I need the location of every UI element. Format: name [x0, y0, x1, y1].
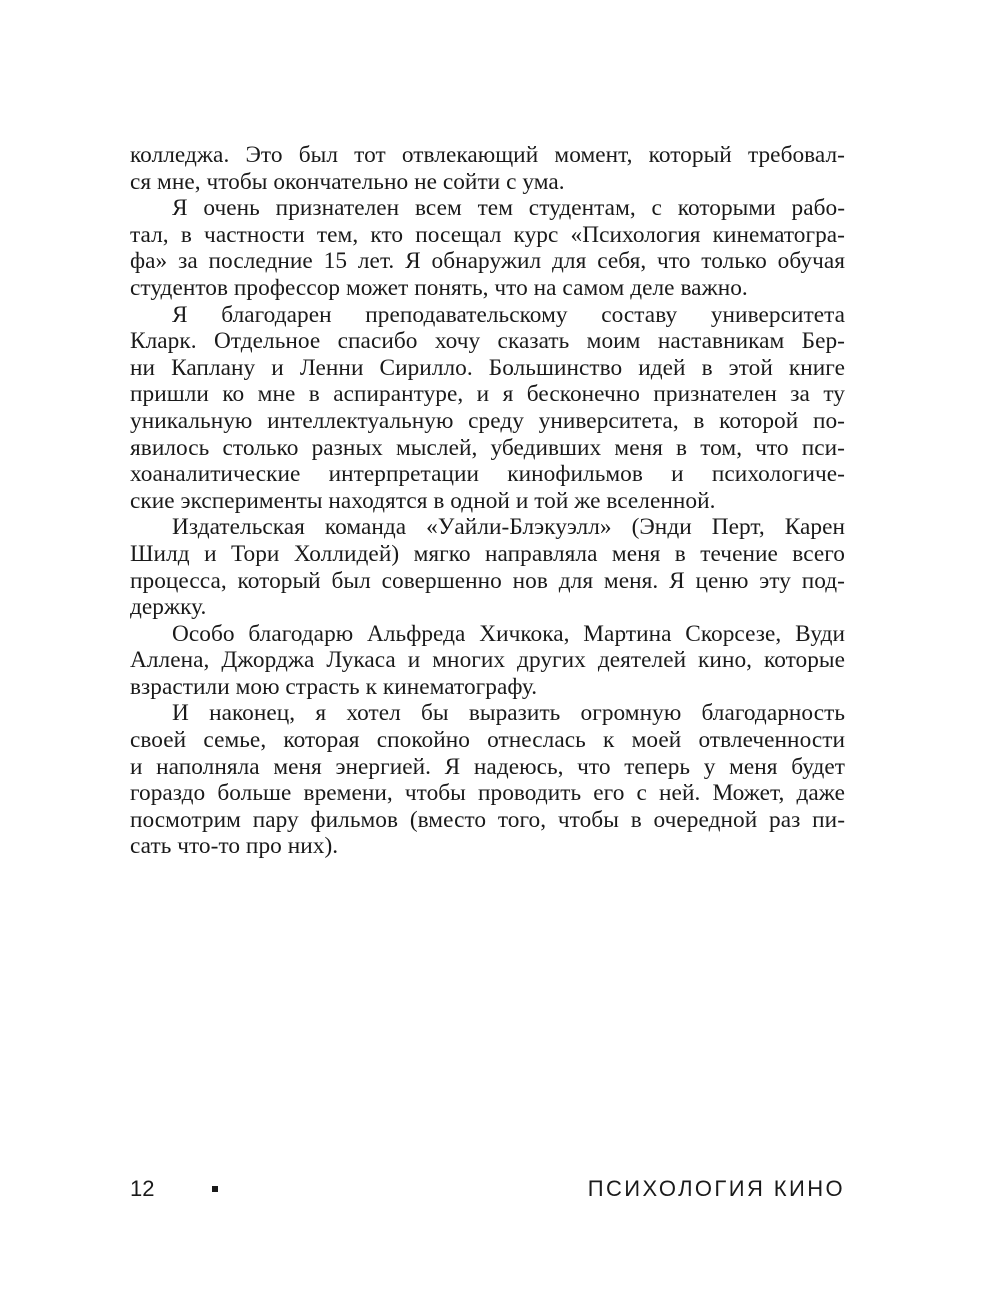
paragraph	[130, 142, 845, 195]
text-line: тал, в частности тем, кто посещал курс «Психология кинематогра-	[130, 221, 845, 248]
paragraph	[130, 700, 845, 860]
text-line: уникальную интеллектуальную среду университета, в которой по-	[130, 407, 845, 434]
text-line: своей семье, которая спокойно отнеслась к моей отвлеченности	[130, 727, 845, 754]
text-line: ся мне, чтобы окончательно не сойти с ума.	[130, 168, 565, 195]
running-head-title: ПСИХОЛОГИЯ КИНО	[587, 1176, 845, 1201]
text-line: колледжа. Это был тот отвлекающий момент, который требовал-	[130, 142, 845, 168]
text-line: хоаналитические интерпретации кинофильмов и психологиче-	[130, 461, 845, 488]
text-line: держку.	[130, 594, 207, 621]
text-line: Издательская команда «Уайли-Блэкуэлл» (Энди Перт, Карен	[172, 514, 845, 541]
text-line: студентов профессор может понять, что на самом деле важно.	[130, 274, 748, 301]
text-line: Я очень признателен всем тем студентам, с которыми рабо-	[172, 195, 845, 222]
text-line: фа» за последние 15 лет. Я обнаружил для себя, что только обучая	[130, 248, 845, 275]
text-line: Особо благодарю Альфреда Хичкока, Мартина Скорсезе, Вуди	[172, 620, 845, 647]
text-line: сать что-то про них).	[130, 833, 339, 860]
paragraph	[130, 514, 845, 620]
square-bullet-icon	[212, 1186, 218, 1192]
text-line: Кларк. Отдельное спасибо хочу сказать моим наставникам Бер-	[130, 328, 845, 355]
page-number: 12	[130, 1176, 155, 1201]
text-line: и наполняла меня энергией. Я надеюсь, что теперь у меня будет	[130, 753, 845, 780]
text-line: ские эксперименты находятся в одной и той же вселенной.	[130, 487, 716, 514]
text-line: процесса, который был совершенно нов для меня. Я ценю эту под-	[130, 567, 845, 594]
text-line: ни Каплану и Ленни Сирилло. Большинство идей в этой книге	[130, 354, 845, 381]
paragraph	[130, 621, 845, 701]
text-line: посмотрим пару фильмов (вместо того, чтобы в очередной раз пи-	[130, 806, 845, 833]
paragraph	[130, 195, 845, 301]
text-line: И наконец, я хотел бы выразить огромную благодарность	[172, 700, 845, 727]
text-line: гораздо больше времени, чтобы проводить его с ней. Может, даже	[130, 780, 845, 807]
text-line: пришли ко мне в аспирантуре, и я бесконечно признателен за ту	[130, 381, 845, 408]
body-text	[130, 142, 845, 860]
text-line: Аллена, Джорджа Лукаса и многих других деятелей кино, которые	[130, 647, 845, 674]
text-line: Шилд и Тори Холлидей) мягко направляла меня в течение всего	[130, 540, 845, 567]
page-footer	[130, 1172, 845, 1206]
text-line: явилось столько разных мыслей, убедивших меня в том, что пси-	[130, 434, 845, 461]
text-line: взрастили мою страсть к кинематографу.	[130, 673, 538, 700]
paragraph	[130, 302, 845, 515]
text-line: Я благодарен преподавательскому составу университета	[172, 301, 845, 328]
